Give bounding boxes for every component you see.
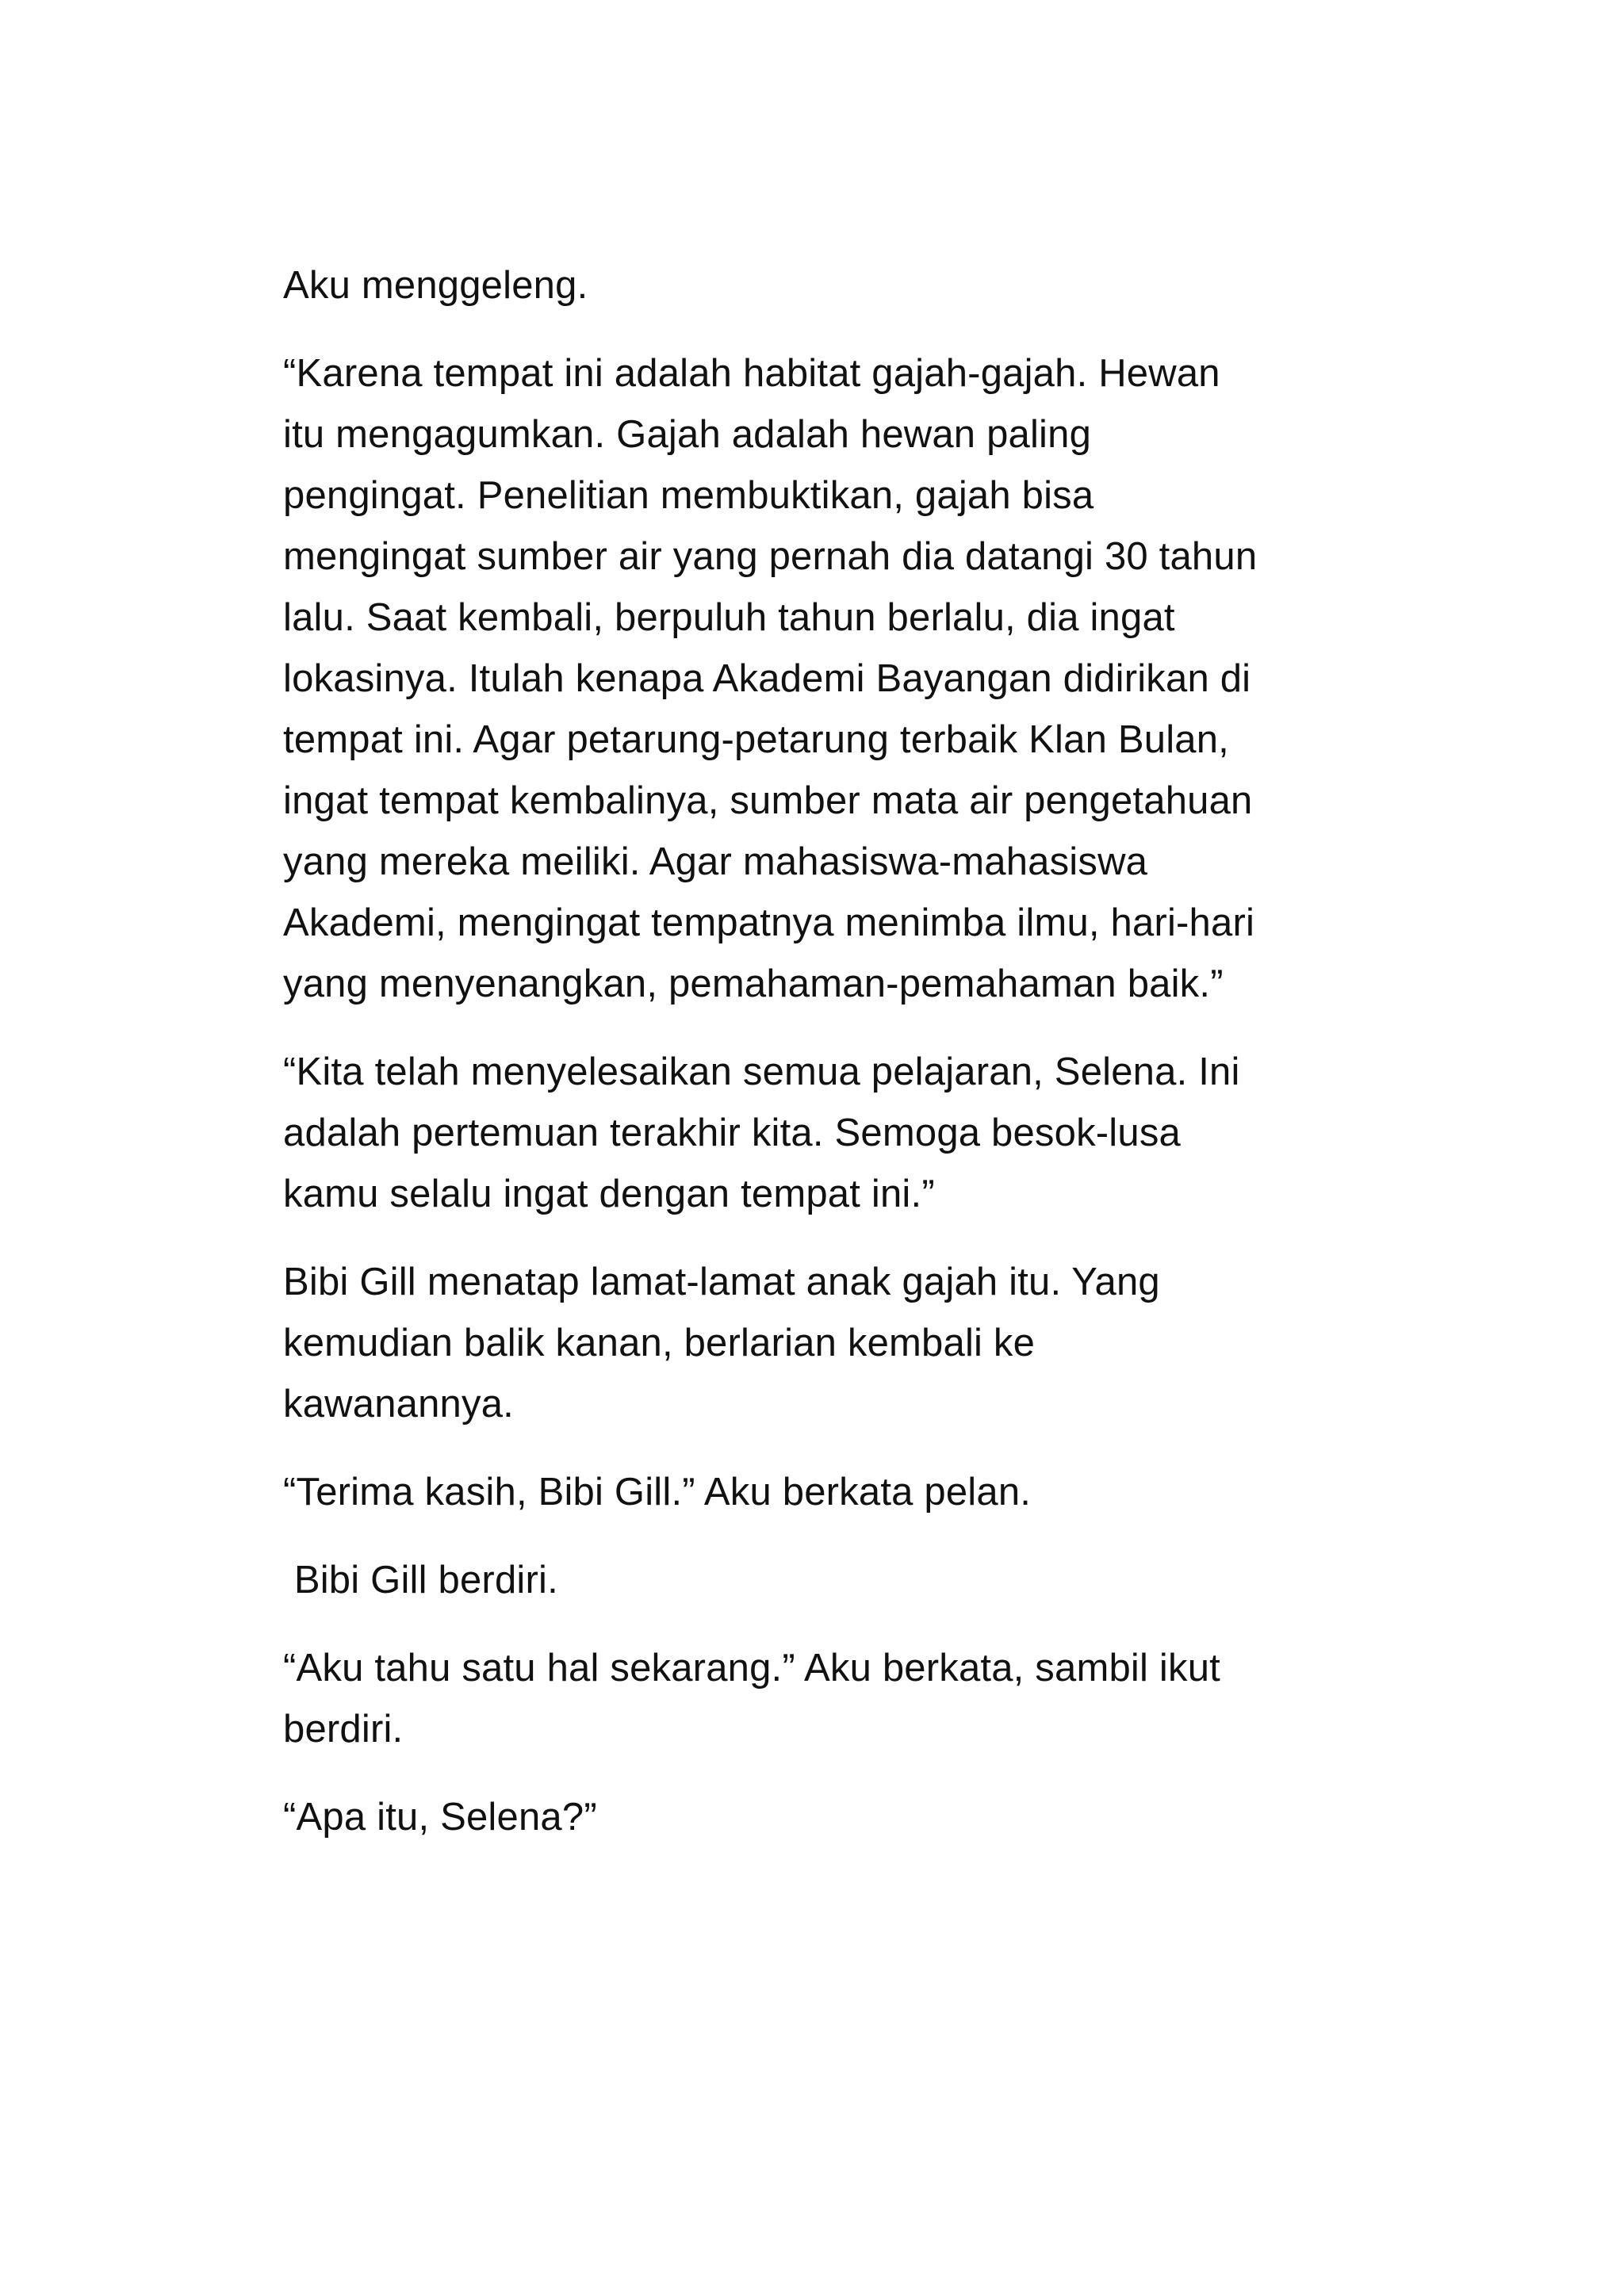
text-line: tempat ini. Agar petarung-petarung terbaik Klan Bulan,	[283, 718, 1229, 761]
text-line: yang mereka meiliki. Agar mahasiswa-mahasiswa	[283, 840, 1148, 883]
paragraph	[283, 343, 1393, 1015]
text-line: lalu. Saat kembali, berpuluh tahun berlalu, dia ingat	[283, 596, 1175, 639]
text-line: Bibi Gill berdiri.	[283, 1559, 558, 1601]
paragraph	[283, 1638, 1393, 1760]
paragraph	[283, 1787, 1393, 1848]
body-text	[283, 255, 1393, 1875]
text-line: “Karena tempat ini adalah habitat gajah-gajah. Hewan	[283, 352, 1220, 395]
text-line: ingat tempat kembalinya, sumber mata air pengetahuan	[283, 779, 1253, 822]
text-line: berdiri.	[283, 1708, 404, 1751]
paragraph	[283, 1462, 1393, 1523]
text-line: “Apa itu, Selena?”	[283, 1796, 597, 1839]
text-line: itu mengagumkan. Gajah adalah hewan paling	[283, 413, 1092, 456]
text-line: yang menyenangkan, pemahaman-pemahaman baik.”	[283, 962, 1224, 1005]
text-line: kemudian balik kanan, berlarian kembali ke	[283, 1322, 1036, 1364]
paragraph	[283, 255, 1393, 316]
text-line: Aku menggeleng.	[283, 264, 588, 307]
text-line: kamu selalu ingat dengan tempat ini.”	[283, 1173, 935, 1215]
text-line: mengingat sumber air yang pernah dia datangi 30 tahun	[283, 535, 1258, 578]
text-line: kawanannya.	[283, 1383, 514, 1425]
paragraph	[283, 1042, 1393, 1225]
text-line: lokasinya. Itulah kenapa Akademi Bayangan didirikan di	[283, 657, 1251, 700]
text-line: Bibi Gill menatap lamat-lamat anak gajah itu. Yang	[283, 1261, 1160, 1303]
text-line: “Kita telah menyelesaikan semua pelajaran, Selena. Ini	[283, 1050, 1240, 1093]
paragraph	[283, 1550, 1393, 1611]
text-line: Akademi, mengingat tempatnya menimba ilmu, hari-hari	[283, 901, 1255, 944]
text-line: pengingat. Penelitian membuktikan, gajah bisa	[283, 474, 1094, 517]
text-line: adalah pertemuan terakhir kita. Semoga besok-lusa	[283, 1112, 1181, 1154]
text-line: “Aku tahu satu hal sekarang.” Aku berkata, sambil ikut	[283, 1647, 1220, 1689]
paragraph	[283, 1252, 1393, 1435]
text-line: “Terima kasih, Bibi Gill.” Aku berkata pelan.	[283, 1471, 1032, 1513]
